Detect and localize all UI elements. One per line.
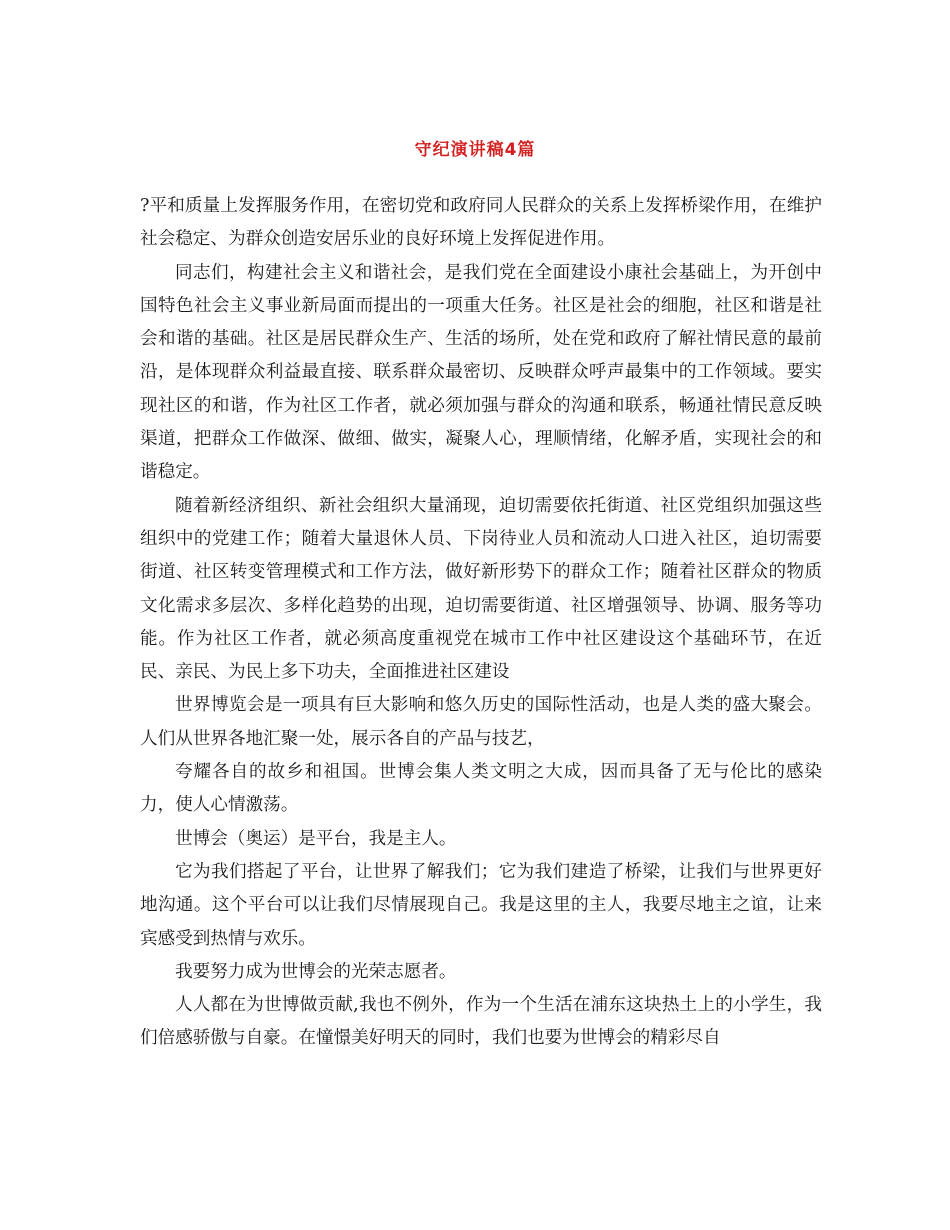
paragraph: 夸耀各自的故乡和祖国。世博会集人类文明之大成，因而具备了无与伦比的感染力，使人心情激荡。 (140, 762, 822, 816)
paragraph: 随着新经济组织、新社会组织大量涌现，迫切需要依托街道、社区党组织加强这些组织中的党建工作；随着大量退休人员、下岗待业人员和流动人口进入社区，迫切需要街道、社区转变管理模式和工作方法，做好新形势下的群众工作；随着社区群众的物质文化需求多层次、多样化趋势的出现，迫切需要街道、社区增强领导、协调、服务等功能。作为社区工作者，就必须高度重视党在城市工作中社区建设这个基础环节，在近民、亲民、为民上多下功夫，全面推进社区建设 (140, 495, 822, 683)
paragraph: 我要努力成为世博会的光荣志愿者。 (175, 961, 457, 982)
paragraph: ?平和质量上发挥服务作用，在密切党和政府同人民群众的关系上发挥桥梁作用，在维护社会稳定、为群众创造安居乐业的良好环境上发挥促进作用。 (140, 196, 822, 250)
paragraph: 它为我们搭起了平台，让世界了解我们；它为我们建造了桥梁，让我们与世界更好地沟通。这个平台可以让我们尽情展现自己。我是这里的主人，我要尽地主之谊，让来宾感受到热情与欢乐。 (140, 861, 822, 949)
paragraph: 人人都在为世博做贡献,我也不例外，作为一个生活在浦东这块热土上的小学生，我们倍感骄傲与自豪。在憧憬美好明天的同时，我们也要为世博会的精彩尽自 (140, 995, 822, 1049)
paragraph: 世博会（奥运）是平台，我是主人。 (175, 828, 457, 849)
paragraph: 同志们，构建社会主义和谐社会，是我们党在全面建设小康社会基础上，为开创中国特色社会主义事业新局面而提出的一项重大任务。社区是社会的细胞，社区和谐是社会和谐的基础。社区是居民群众生产、生活的场所，处在党和政府了解社情民意的最前沿，是体现群众利益最直接、联系群众最密切、反映群众呼声最集中的工作领域。要实现社区的和谐，作为社区工作者，就必须加强与群众的沟通和联系，畅通社情民意反映渠道，把群众工作做深、做细、做实，凝聚人心，理顺情绪，化解矛盾，实现社会的和谐稳定。 (140, 262, 822, 483)
paragraph: 世界博览会是一项具有巨大影响和悠久历史的国际性活动，也是人类的盛大聚会。人们从世界各地汇聚一处，展示各自的产品与技艺， (140, 695, 822, 749)
document-body (140, 190, 822, 1056)
document-title: 守纪演讲稿4篇 (414, 140, 536, 161)
